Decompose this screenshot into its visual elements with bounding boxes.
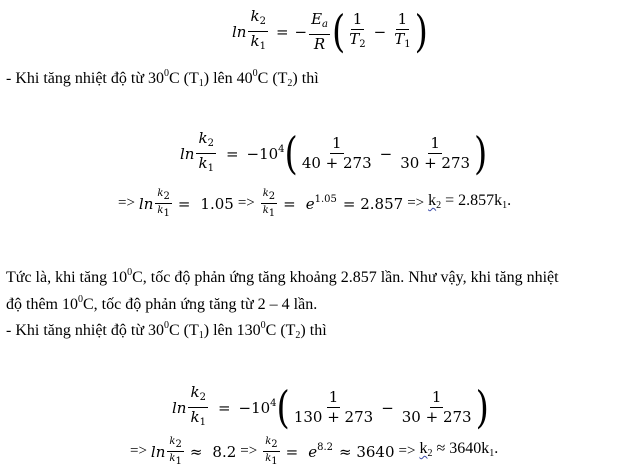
condition-line-1: - Khi tăng nhiệt độ từ $30^0C$ $(T_1)$ lên $40^0C$ $(T_2)$ thì (6, 68, 319, 89)
inverse-t1-fraction: $\frac{1}{T_1}$ (394, 9, 411, 50)
equation-40c: ln $\frac{k_2}{k_1}$ = $-10^4$ ( $\frac{1}{40 + 273}$ − $\frac{1}{30 + 273}$ ) (180, 127, 488, 180)
paragraph-line-2: độ thêm $10^0C$, tốc độ phản ứng tăng từ 2 – 4 lần. (6, 294, 318, 313)
result-line-130c: => ln $\frac{k_2}{k_1}$ ≈ 8.2 => $\frac{k_2}{k_1}$ = $e^{8.2}$ ≈ 3640 => $k_2 \approx 3640k_1$. (130, 436, 499, 467)
result-line-40c: => ln $\frac{k_2}{k_1}$ = 1.05 => $\frac{k_2}{k_1}$ = $e^{1.05}$ = 2.857 => $k_2 = 2.857k_1$. (118, 188, 512, 219)
coefficient: $-10^4$ (246, 144, 285, 163)
condition-line-2: - Khi tăng nhiệt độ từ $30^0C$ $(T_1)$ lên $130^0C$ $(T_2)$ thì (6, 320, 327, 341)
inverse-t2-fraction: $\frac{1}{T_2}$ (349, 9, 366, 50)
ln-label: ln (232, 22, 247, 41)
ea-over-r-fraction: $\frac{E_a}{R}$ (311, 9, 329, 53)
equals-sign: = (275, 22, 289, 41)
conclusion-paragraph (6, 262, 559, 316)
minus-sign: − (294, 22, 308, 41)
k-ratio-fraction: $\frac{k_2}{k_1}$ (250, 7, 266, 52)
paragraph-line-1: Tức là, khi tăng $10^0C$, tốc độ phản ứng tăng khoảng 2.857 lần. Như vậy, khi tăng nhiệt (6, 267, 559, 286)
arrhenius-equation: ln $\frac{k_2}{k_1}$ = − $\frac{E_a}{R}$ ( $\frac{1}{T_2}$ − $\frac{1}{T_1}$ ) (232, 5, 428, 58)
equation-130c: ln $\frac{k_2}{k_1}$ = $-10^4$ ( $\frac{1}{130 + 273}$ − $\frac{1}{30 + 273}$ ) (172, 381, 489, 434)
